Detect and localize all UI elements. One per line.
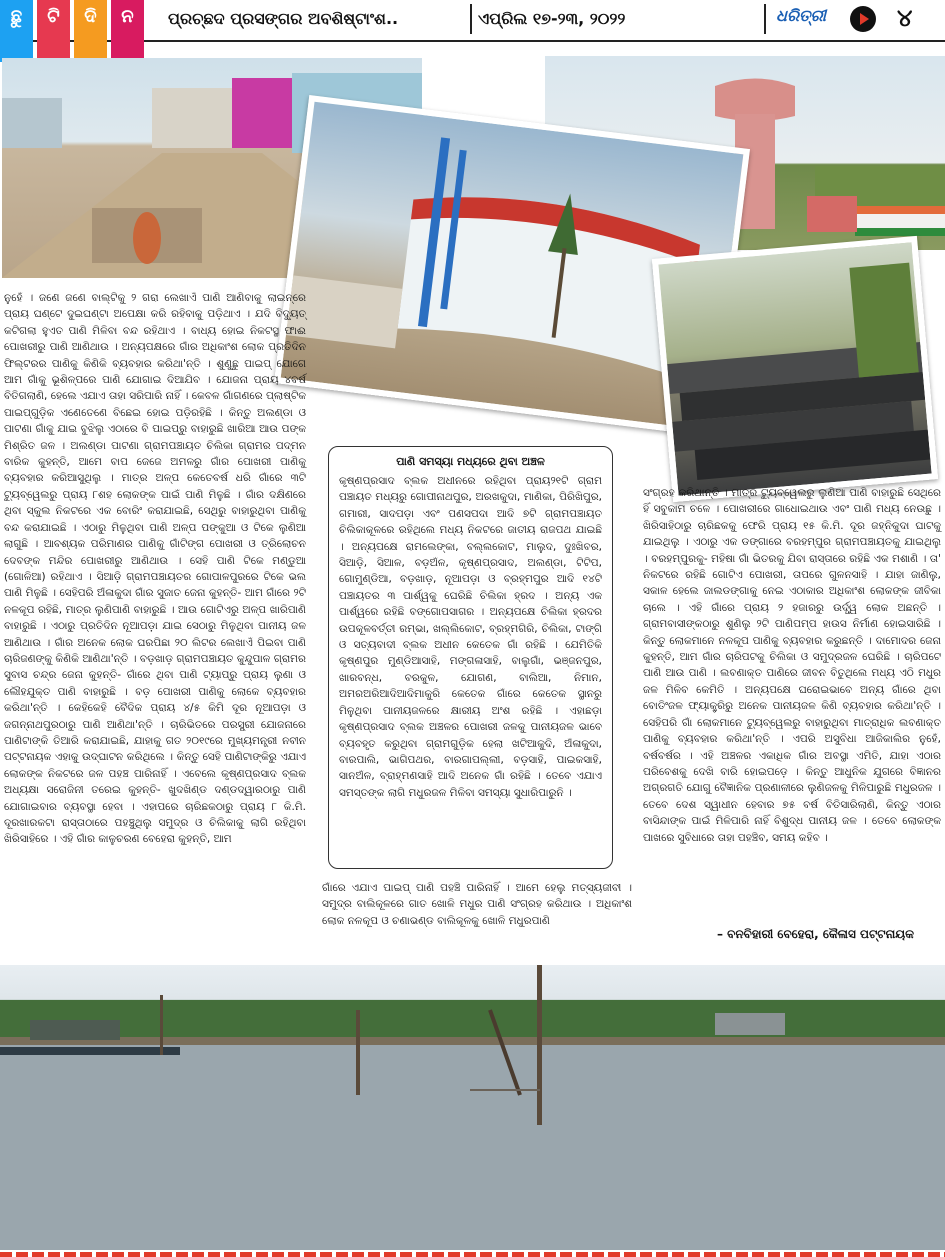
sidebar-heading: ପାଣି ସମସ୍ୟା ମଧ୍ୟରେ ଥିବା ଅଞ୍ଚଳ — [396, 455, 545, 468]
footer-rule — [0, 1252, 945, 1257]
page-header — [0, 0, 945, 42]
lake-photo — [0, 965, 945, 1250]
section-badge-4: ନ — [111, 0, 144, 62]
article-column-middle: ଗାଁରେ ଏଯାଏ ପାଇପ୍ ପାଣି ପହଞ୍ଚି ପାରିନାହିଁ । ଆମେ ହେଲୁ ମତ୍ସ୍ୟଜୀବୀ । ସମୁଦ୍ର ବାଲିକୂଳରେ ଗାତ ଖୋଳି ମଧୁର ପାଣି ସଂଗ୍ରହ କରିଥାଉ । ଅଧିକାଂଶ ଲୋକ ନଳକୂପ ଓ ଚଣାଭଣ୍ଡ ବାଲିକୂଳକୁ ଖୋଳି ମଧୁରପାଣି — [322, 882, 632, 927]
issue-date: ଏପ୍ରିଲ ୧୭-୨୩, ୨୦୨୨ — [478, 9, 626, 28]
section-badge-2: ଟି — [37, 0, 70, 62]
byline: – ବନବିହାରୀ ବେହେରା, କୈଳାସ ପଟ୍ଟନାୟକ — [717, 927, 915, 941]
header-title: ପ୍ରଚ୍ଛଦ ପ୍ରସଙ୍ଗର ଅବଶିଷ୍ଟାଂଶ.. — [168, 9, 399, 28]
play-icon — [850, 6, 876, 32]
lake-illustration — [0, 965, 945, 1250]
page-number: ୪ — [897, 4, 913, 32]
publication-logo: ଧରିତ୍ରୀ — [776, 6, 826, 25]
pipes-photo — [652, 236, 938, 502]
article-column-left: ନୁହେଁ । ଜଣେ ଜଣେ ବାଲ୍ଟିକୁ ୨ ଗରା ଲେଖାଏଁ ପାଣି ଆଣିବାକୁ ଲାଇନ୍‌ରେ ପ୍ରାୟ ଘଣ୍ଟେ ଦୁଇଘଣ୍ଟା ଅପେକ୍ଷା କରି ରହିବାକୁ ପଡ଼ିଥାଏ । ଯଦି ବିଦ୍ୟୁତ୍ କଟିଗଲା ହୁଏତ ପାଣି ମିଳିବା ବନ୍ଦ ରହିଥାଏ । ବାଧ୍ୟ ହୋଇ ନିକଟସ୍ଥ ଫାଈ ପୋଖରୀରୁ ପାଣି ଆଣିଥାଉ । ଅନ୍ୟପକ୍ଷରେ ଗାଁର ଅଧିକାଂଶ ଲୋକ ପ୍ରତିଦିନ ଫିଲ୍ଟରର ପାଣିକୁ କିଣିକି ବ୍ୟବହାର କରିଥା'ନ୍ତି । ଶୁଣୁଛୁ ପାଇପ୍ ଯୋଗେ ଆମ ଗାଁକୁ ଭୂଶିଳ୍ପରେ ପାଣି ଯୋଗାଇ ଦିଆଯିବ । ଯୋଜନା ପ୍ରାୟ ୪ବର୍ଷ ବିତିଗଲାଣି, ହେଲେ ଏଯାଏ ତାହା ସରିପାରି ନାହିଁ । କେବଳ ଗାଁଗଣରେ ପ୍ଲାଷ୍ଟିକ ପାଇପ୍ଗୁଡ଼ିକ ଏଣେତେଣେ ବିଛେଇ ହୋଇ ପଡ଼ିରହିଛି । କିନ୍ତୁ ଅଲଣ୍ଡା ଓ ପାଟଣା ଗାଁକୁ ଯାଇ ବୁଝିଲୁ ଏଠାରେ ବି ପାଇପ୍‌ରୁ ବାହାରୁଛି ଖାରିଆ ଆଉ ପଙ୍କ ମିଶ୍ରିତ ଜଳ । ଅଲଣ୍ଡା ପାଟଣା ଗ୍ରାମପଞ୍ଚାୟତ ଚିଲିକା ଗ୍ରାମର ପଦ୍ମନ ବାରିକ କୁହନ୍ତି, ଆମେ ବାପ ଜେଜେ ଅମଳରୁ ଗାଁର ପୋଖରୀ ପାଣିକୁ ବ୍ୟବହାର କରିଆସୁଥିଲୁ । ମାତ୍ର ଅଳ୍ପ କେତେବର୍ଷ ଧରି ଗାଁରେ ୩ଟି ଟ୍ୟୁବ୍‌ୱେଲରୁ ପ୍ରାୟ ୮ଶହ ଲୋକଙ୍କ ପାଇଁ ପାଣି ମିଳୁଛି । ଗାଁର ଦକ୍ଷିଣରେ ଥିବା ସ୍କୁଲ ନିକଟରେ ଏକ ବୋରିଂ କରାଯାଇଛି, ସେଥିରୁ ବାହାରୁଥିବା ପାଣିକୁ ବନ୍ଦ କରାଯାଇଛି । ଏଠାରୁ ମିଳୁଥିବା ପାଣି ଅଳ୍ପ ପଙ୍କୁଆ ଓ ଟିକେ ଲୁଣିଆ ଲାଗୁଛି । ଆବଶ୍ୟକ ପରିମାଣର ପାଣିକୁ ଗାଁଟିଙ୍ଗ ପୋଖରୀ ଓ ତ୍ରିଲୋଚନ ଦେବଙ୍କ ମନ୍ଦିର ପୋଖରୀରୁ ଆଣିଥାଉ । ସେହି ପାଣି ଟିକେ ମଣ୍ଡୁଆ (ଗୋଳିଆ) ରହିଥାଏ । ସିଆଡ଼ି ଗ୍ରାମପଞ୍ଚାୟତର ଗୋପାଳପୁରରେ ଟିକେ ଭଲ ପାଣି ମିଳୁଛି । ସେହିପରି ଅଁଳାକୁଦା ଗାଁର ସୁଜାତ ଜେନା କୁହନ୍ତି- ଆମ ଗାଁରେ ୨ଟି ନଳକୂପ ରହିଛି, ମାତ୍ର ଲୁଣିପାଣି ବାହାରୁଛି । ଆଉ ଗୋଟିଏରୁ ଅଳ୍ପ ଖାରିପାଣି ବାହାରୁଛି । ଏଠାରୁ ପ୍ରତିଦିନ ନୂଆପଡ଼ା ଯାଇ ସେଠାରୁ ମିଳୁଥିବା ପାନୀୟ ଜଳ ଆଣିଥାଉ । ଗାଁର ଅନେକ ଲୋକ ଘରପିଛା ୨୦ ଲିଟର ଲେଖାଏଁ ପିଇବା ପାଣି ଚାରିଜଣଙ୍କୁ କିଣିକି ଆଣିଥା'ନ୍ତି । ବଡ଼ଖାଡ଼ ଗ୍ରାମପଞ୍ଚାୟତ କୁନ୍ଦୁପାଳ ଗ୍ରାମର ସୁବାସ ଚନ୍ଦ୍ର ଜେନା କୁହନ୍ତି- ଗାଁରେ ଥିବା ପାଣି ଟ୍ୟାପ୍‌ରୁ ପ୍ରାୟ ଲୁଣା ଓ ଲୌହଯୁକ୍ତ ପାଣି ବାହାରୁଛି । ବଡ଼ ପୋଖରୀ ପାଣିକୁ ଲୋକେ ବ୍ୟବହାର କରିଥା'ନ୍ତି । କେହିକେହି ବୈଦିକ ପ୍ରାୟ ୪/୫ କିମି ଦୂର ନୂଆପଡ଼ା ଓ ଜଗନ୍ନାଥପୁରଠାରୁ ପାଣି ଆଣିଥା'ନ୍ତି । ଚାରିଭିତରେ ପରସ୍ପ୍ରୀ ଯୋଜନାରେ ପାଣିଟାଙ୍କି ତିଆରି କରାଯାଇଛି, ଯାହାକୁ ଗତ ୨୦୧୯ରେ ମୁଖ୍ୟମନ୍ତ୍ରୀ ନବୀନ ପଟ୍ଟନାୟକ ଏହାକୁ ଉଦ୍‌ଘାଟନ କରିଥିଲେ । କିନ୍ତୁ ସେହି ପାଣିଟାଙ୍କିରୁ ଏଯାଏ ଲୋକଙ୍କ ନିକଟରେ ଜଳ ପହଞ୍ଚ ପାରିନାହିଁ । ଏବେଲେ କୃଷ୍ଣପ୍ରସାଦ ବ୍ଲକ ଅଧ୍ୟକ୍ଷା ସରୋଜିନୀ ତରେଇ କୁହନ୍ତି- ଖୁଦଖିଣ୍ଡ ଦଣ୍ଡଦ୍ୱାରଠାରୁ ପାଣି ଯୋଗାଇବାର ବ୍ୟବସ୍ଥା ହେବା । ଏହାପରେ ଚାରିଛକଠାରୁ ପ୍ରାୟ ୮ କି.ମି. ଦୂରଖାରକଟା ରାସ୍ତାଠାରେ ପହଞ୍ଚୁଥିଲୁ ସମୁଦ୍ର ଓ ଚିଲିକାକୁ ଲାଗି ରହିଥିବା ଖିରିସାହିରେ । ଏହି ଗାଁର କାଳୁଚରଣ ବେହେରା କୁହନ୍ତି, ଆମ — [4, 292, 306, 846]
section-badge-1: ଛୁ — [0, 0, 33, 62]
sidebar-text: କୃଷ୍ଣପ୍ରସାଦ ବ୍ଲକ ଅଧୀନରେ ରହିଥିବା ପ୍ରାୟ୨୧ଟି ଗ୍ରାମ ପଞ୍ଚାୟତ ମଧ୍ୟରୁ ଗୋପୀନାଥପୁର, ଅରଖକୁଦା, ମାଣିକା, ପିରିଖିପୁର, ଗମାରୀ, ସାଦପଡ଼ା ଏବଂ ପଣସପଦା ଆଦି ୭ଟି ଗ୍ରାମପଞ୍ଚାୟତ ଚିଲିକାକୂଳରେ ରହିଥିଲେ ମଧ୍ୟ ନିକଟରେ ଜାତୀୟ ରାଜପଥ ଯାଇଛି । ଅନ୍ୟପକ୍ଷେ ରାମଲେଙ୍କା, ବଲ୍ଲକୋଟ, ମାଲୁଦ, ଦୁଃଖିବର, ସିଆଡ଼ି, ସିଆଳ, ବଡ଼ଅଁଳ, କୃଷ୍ଣପ୍ରସାଦ, ଅଲଣ୍ଡା, ଟିଟିପ, ଗୋମୁଣ୍ଡିଆ, ବଡ଼ଖାଡ଼, ନୂଆପଡ଼ା ଓ ବ୍ରହ୍ମପୁର ଆଦି ୧୪ଟି ପଞ୍ଚାୟତର ୩ ପାର୍ଶ୍ୱକୁ ଘେରିଛି ଚିଲିକା ହ୍ରଦ । ଅନ୍ୟ ଏକ ପାର୍ଶ୍ୱରେ ରହିଛି ବଙ୍ଗୋପସାଗର । ଅନ୍ୟପକ୍ଷେ ଚିଲିକା ହ୍ରଦର ଉପକୂଳବର୍ତ୍ତୀ ରମ୍ଭା, ଖଲ୍ଲିକୋଟ, ବ୍ରହ୍ମଗିରି, ଚିଲିକା, ଟାଙ୍ଗି ଓ ସତ୍ୟବାଦୀ ବ୍ଲକ ଅଧୀନ କେତେକ ଗାଁ ରହିଛି । ଯେମିତିକି କୃଷ୍ଣପୁର ମୁଣ୍ଡିଆସାହି, ମଙ୍ଗଳାସାହି, ବାଲୁଗାଁ, ଭଞ୍ଜନପୁର, ଖାରବନ୍ଧ, ବରକୁଳ, ଯୋଗଣ, ବାଲିଆ, ନିମାନ, ଅମରଅରିଆଦିଆଦିମାକୁରି କେତେକ ଗାଁରେ କେତେକ ସ୍ଥାନରୁ ମିଳୁଥିବା ପାନୀୟଜଳରେ କ୍ଷାରୀୟ ଅଂଶ ରହିଛି । ଏହାଛଡ଼ା କୃଷ୍ଣପ୍ରସାଦ ବ୍ଲକ ଅଞ୍ଚଳର ପୋଖରୀ ଜଳକୁ ପାନୀୟଜଳ ଭାବେ ବ୍ୟବହୃତ କରୁଥିବା ଗ୍ରାମଗୁଡ଼ିକ ହେଲା ଖଟିଆକୁଦି, ଅଁଳାକୁଦା, ବାରପାଲି, ଭାଗିପଥର, ବାରଗାପଲ୍ଲୀ, ବଡ଼ସାହି, ପାଇକସାହି, ସାନଅଁଳ, ବ୍ରାହ୍ମଣସାହି ଆଦି ଅନେକ ଗାଁ ରହିଛି । ତେବେ ଏଯାଏ ସମସ୍ତଙ୍କ ଲାଗି ମଧୁରଜଳ ମିଳିବା ସମସ୍ୟା ସୁଧାରିପାରୁନି । — [339, 475, 602, 799]
header-divider — [764, 4, 766, 34]
section-badge-3: ଦି — [74, 0, 107, 62]
pipes-illustration — [658, 242, 931, 495]
header-divider — [470, 4, 472, 34]
sidebar-box — [328, 446, 613, 869]
article-column-right: ସଂଗ୍ରହ କରିଥାନ୍ତି । ମାତ୍ର ଟ୍ୟୁବ୍‌ୱେଲରୁ ଲୁଣିଆ ପାଣି ବାହାରୁଛି ସେଥିରେ ହିଁ ସବୁକାମ ଚଳେ । ପୋଖରୀରେ ଗାଧୋଇଥାଉ ଏବଂ ପାଣି ମଧ୍ୟ ନେଉଛୁ । ଖିରିସାହିଠାରୁ ଚାରିଛକକୁ ଫେରି ପ୍ରାୟ ୧୫ କି.ମି. ଦୂର ଜହ୍ନିକୁଦା ଘାଟକୁ ଯାଇଥିଲୁ । ଏଠାରୁ ଏକ ଡଙ୍ଗାରେ ବରହମ୍ପୁର ଗ୍ରାମପଞ୍ଚାୟତକୁ ଯାଇଥିଲୁ । ବରହମ୍ପୁରକୁ- ମହିଷା ଗାଁ ଭିତରକୁ ଯିବା ରାସ୍ତାରେ ରହିଛି ଏକ ମଶାଣି । ତା' ନିକଟରେ ରହିଛି ଗୋଟିଏ ପୋଖରୀ, ତାପରେ ଗୁଳନସାହି । ଯାହା ଜାଣିଲୁ, ସକାଳ ହେଲେ ଜାଲଡଙ୍ଗାକୁ ନେଇ ଏଠାକାର ଅଧିକାଂଶ ଲୋକଙ୍କ ଜୀବିକା ଚାଲେ । ଏହି ଗାଁରେ ପ୍ରାୟ ୨ ହଜାରରୁ ଉର୍ଦ୍ଧ୍ୱ ଲୋକ ଅଛନ୍ତି । ଗ୍ରାମବାସୀଙ୍କଠାରୁ ଶୁଣିଲୁ ୨ଟି ପାଣିପମ୍ପ ହାଉସ ନିର୍ମାଣ ହୋଇସାରିଛି । କିନ୍ତୁ ଲୋକମାନେ ନଳକୂପ ପାଣିକୁ ବ୍ୟବହାର କରୁଛନ୍ତି । ଦାମୋଦର ଜେନା କୁହନ୍ତି, ଆମ ଗାଁର ଚାରିପଟକୁ ଚିଲିକା ଓ ସମୁଦ୍ରଜଳ ଘେରିଛି । ଚାରିପଟେ ପାଣି ଆଉ ପାଣି । ଲବଣାକ୍ତ ପାଣିରେ ଜୀବନ ବିତୁଥିଲେ ମଧ୍ୟ ଏଠି ମଧୁର ଜଳ ମିଳିବ କେମିତି । ଅନ୍ୟପକ୍ଷେ ଘରୋଇଭାବେ ଅନ୍ୟ ଗାଁରେ ଥିବା ବୋତିଂଜଳ ଫ୍ୟାକ୍ଟ୍ରିରୁ ଅନେକ ପାନୀୟଜଳ କିଣି ବ୍ୟବହାର କରିଥା'ନ୍ତି । ସେହିପରି ଗାଁ ଲୋକମାନେ ଟ୍ୟୁବ୍‌ୱେଲରୁ ବାହାରୁଥିବା ମାତ୍ରାଧିକ ଲବଣାକ୍ତ ପାଣିକୁ ବ୍ୟବହାର କରିଥା'ନ୍ତି । ଏପରି ଅସୁବିଧା ଆଜିକାଲିର ନୁହେଁ, ବର୍ଷବର୍ଷର । ଏହି ଅଞ୍ଚଳର ଏକାଧିକ ଗାଁର ଅବସ୍ଥା ଏମିତି, ଯାହା ଏଠାର ପରିବେଶକୁ ଦେଖି ବାରି ହୋଇପଡ଼େ । କିନ୍ତୁ ଆଧୁନିକ ଯୁଗରେ ବିଜ୍ଞାନର ଅଗ୍ରଗତି ଯୋଗୁ ବୈଜ୍ଞାନିକ ପ୍ରଣାଳୀରେ ଲୁଣିଜଳକୁ ମିଳିପାରୁଛି ମଧୁରଜଳ । ତେବେ ଦେଶ ସ୍ୱାଧୀନ ହେବାର ୭୫ ବର୍ଷ ବିତିସାରିଲାଣି, କିନ୍ତୁ ଏଠାର ବାସିନ୍ଦାଙ୍କ ପାଇଁ ମିଳିପାରି ନାହିଁ ବିଶୁଦ୍ଧ ପାନୀୟ ଜଳ । ତେବେ ଲୋକଙ୍କ ପାଖରେ ସୁବିଧାରେ ତାହା ପହଞ୍ଚିବ, ସମୟ କହିବ । — [643, 487, 941, 844]
